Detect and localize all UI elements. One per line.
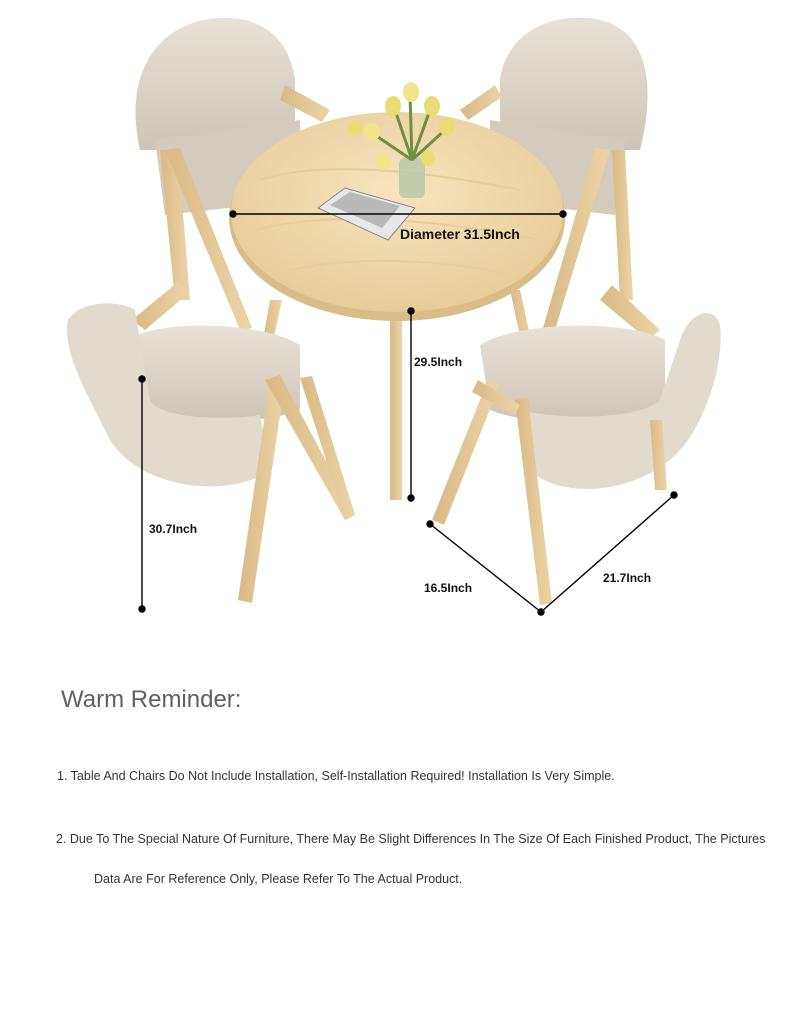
reminder-title: Warm Reminder:	[61, 686, 242, 713]
reminder-item-1: 1. Table And Chairs Do Not Include Installation, Self-Installation Required! Installation Is Very Simple.	[57, 769, 615, 783]
reminder-item-2-continued: Data Are For Reference Only, Please Refer To The Actual Product.	[94, 872, 463, 886]
chair-depth-label: 21.7Inch	[603, 571, 652, 585]
reminder-item-2: 2. Due To The Special Nature Of Furniture, There May Be Slight Differences In The Size Of Each Finished Product, The Pictures	[56, 832, 766, 846]
chair-width-label: 16.5Inch	[424, 581, 473, 595]
table-height-label: 29.5Inch	[414, 355, 463, 369]
chair-height-label: 30.7Inch	[149, 522, 198, 536]
chair-front-left	[67, 282, 355, 603]
chair-front-right	[432, 285, 721, 605]
diameter-label: Diameter 31.5Inch	[400, 226, 520, 242]
